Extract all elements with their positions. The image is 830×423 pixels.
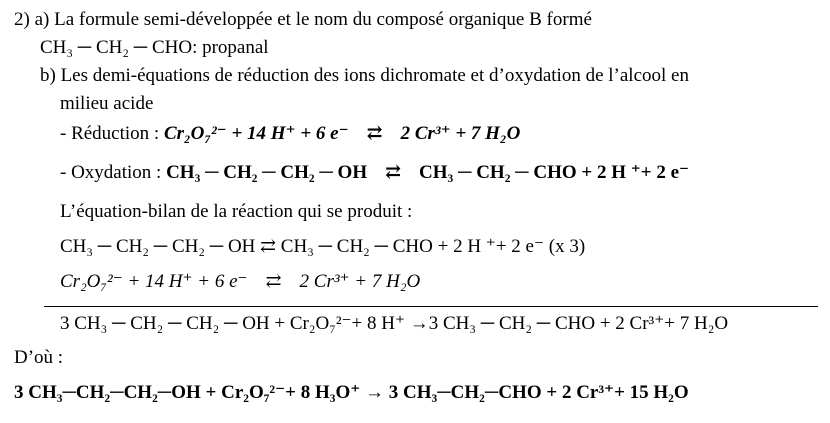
bilan-line-reduction bbox=[60, 270, 420, 294]
equilibrium-arrow: ⇄ bbox=[366, 123, 383, 144]
final-equation: 3 CH₃─CH₂─CH₂─OH + Cr₂O₇²⁻+ 8 H₃O⁺ → 3 CH₃─CH₂─CHO + 2 Cr³⁺+ 15 H₂O bbox=[14, 382, 689, 403]
equilibrium-arrow: ⇄ bbox=[265, 271, 282, 292]
reduction-label: - Réduction : bbox=[60, 123, 164, 144]
question-2b-heading-continued: milieu acide bbox=[60, 93, 154, 114]
bilan-reduction-lhs: Cr₂O₇²⁻ + 14 H⁺ + 6 e⁻ bbox=[60, 271, 248, 292]
equilibrium-arrow: ⇄ bbox=[385, 162, 402, 183]
reduction-lhs: Cr₂O₇²⁻ + 14 H⁺ + 6 e⁻ bbox=[163, 123, 349, 144]
oxidation-half-equation bbox=[60, 161, 689, 185]
reduction-half-equation bbox=[60, 122, 520, 146]
question-2a-heading: 2) a) La formule semi-développée et le nom du composé organique B formé bbox=[14, 9, 592, 30]
bilan-line-oxidation: CH₃ ─ CH₂ ─ CH₂ ─ OH ⇄ CH₃ ─ CH₂ ─ CHO + 2 H ⁺+ 2 e⁻ (x 3) bbox=[60, 236, 586, 257]
reduction-rhs: 2 Cr³⁺ + 7 H₂O bbox=[400, 123, 521, 144]
oxidation-label: - Oxydation : bbox=[60, 162, 167, 183]
sum-divider-line bbox=[44, 306, 818, 307]
oxidation-lhs: CH₃ ─ CH₂ ─ CH₂ ─ OH bbox=[166, 162, 368, 183]
bilan-intro: L’équation-bilan de la réaction qui se produit : bbox=[60, 201, 413, 222]
question-2a-answer: CH₃ ─ CH₂ ─ CHO: propanal bbox=[40, 37, 269, 58]
bilan-reduction-rhs: 2 Cr³⁺ + 7 H₂O bbox=[299, 271, 421, 292]
donc-label: D’où : bbox=[14, 347, 64, 368]
oxidation-rhs: CH₃ ─ CH₂ ─ CHO + 2 H ⁺+ 2 e⁻ bbox=[419, 162, 690, 183]
question-2b-heading: b) Les demi-équations de réduction des ions dichromate et d’oxydation de l’alcool en bbox=[40, 65, 689, 86]
bilan-sum-equation: 3 CH₃ ─ CH₂ ─ CH₂ ─ OH + Cr₂O₇²⁻+ 8 H⁺ →3 CH₃ ─ CH₂ ─ CHO + 2 Cr³⁺+ 7 H₂O bbox=[60, 313, 729, 334]
